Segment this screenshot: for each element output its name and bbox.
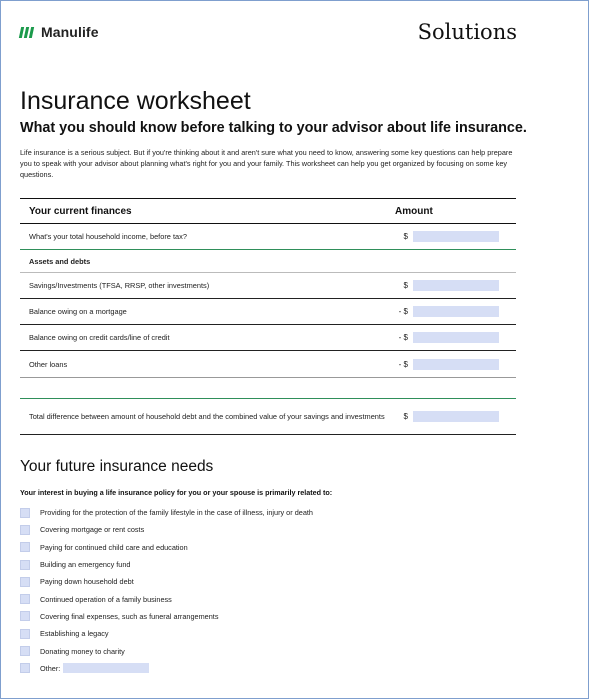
needs-intro: Your interest in buying a life insurance policy for you or your spouse is primarily related to: (20, 488, 333, 497)
brand-name: Manulife (41, 24, 99, 40)
total-difference-input[interactable] (413, 411, 499, 422)
checklist-item (20, 556, 313, 573)
intro-paragraph: Life insurance is a serious subject. But if you're thinking about it and aren't sure what you need to know, answering some key questions can help prepare you to speak with your advisor about planning what's right for you and your family. This worksheet can help you get organized by focusing on some key questions. (20, 148, 513, 180)
checklist-label: Paying for continued child care and education (40, 542, 188, 552)
checklist-label: Building an emergency fund (40, 560, 131, 570)
currency-symbol: $ (403, 232, 408, 241)
checklist-item (20, 504, 313, 521)
table-row-other-loans (20, 351, 516, 378)
manulife-logo (20, 24, 99, 40)
other-input[interactable] (63, 663, 149, 673)
checklist-item (20, 521, 313, 538)
checklist-item (20, 608, 313, 625)
row-label: Balance owing on a mortgage (29, 307, 127, 316)
checklist-item (20, 625, 313, 642)
currency-symbol: - $ (398, 333, 408, 342)
row-label: Other loans (29, 359, 68, 369)
checklist-item (20, 660, 313, 677)
table-row-total-difference (20, 399, 516, 435)
checklist-item (20, 642, 313, 659)
checkbox-legacy[interactable] (20, 629, 30, 639)
page-title: Insurance worksheet (20, 87, 251, 115)
needs-section-title: Your future insurance needs (20, 458, 214, 475)
checkbox-mortgage-rent[interactable] (20, 525, 30, 535)
checkbox-emergency-fund[interactable] (20, 560, 30, 570)
section-label: Solutions (417, 20, 517, 44)
household-income-input[interactable] (413, 231, 499, 242)
checkbox-final-expenses[interactable] (20, 611, 30, 621)
finances-table (20, 198, 516, 435)
table-row-household-income (20, 224, 516, 250)
mortgage-balance-input[interactable] (413, 306, 499, 317)
page-subtitle: What you should know before talking to your advisor about life insurance. (20, 120, 527, 136)
checkbox-charity[interactable] (20, 646, 30, 656)
checklist-label: Establishing a legacy (40, 629, 109, 639)
checklist-item (20, 573, 313, 590)
checkbox-other[interactable] (20, 663, 30, 673)
table-row-credit-cards (20, 325, 516, 351)
checkbox-family-protection[interactable] (20, 508, 30, 518)
checklist-label: Donating money to charity (40, 646, 125, 656)
row-label: Total difference between amount of household debt and the combined value of your savings and investments (29, 412, 385, 421)
currency-symbol: $ (403, 281, 408, 290)
checklist-label: Providing for the protection of the family lifestyle in the case of illness, injury or death (40, 508, 313, 518)
checklist-label: Paying down household debt (40, 577, 134, 587)
finances-table-header (20, 198, 516, 224)
row-label: Balance owing on credit cards/line of credit (29, 333, 170, 342)
row-label: Savings/Investments (TFSA, RRSP, other investments) (29, 281, 210, 290)
amount-header-label: Amount (395, 205, 433, 217)
needs-checklist (20, 504, 313, 677)
table-row-blank (20, 378, 516, 399)
currency-symbol: - $ (398, 307, 408, 316)
checklist-label: Continued operation of a family business (40, 594, 172, 604)
checklist-label: Covering mortgage or rent costs (40, 525, 145, 535)
checklist-item (20, 539, 313, 556)
checkbox-household-debt[interactable] (20, 577, 30, 587)
row-label: What's your total household income, before tax? (29, 232, 187, 241)
checklist-label: Covering final expenses, such as funeral arrangements (40, 611, 219, 621)
manulife-logo-icon (20, 27, 33, 38)
other-loans-input[interactable] (413, 359, 499, 370)
checkbox-family-business[interactable] (20, 594, 30, 604)
table-row-savings (20, 273, 516, 299)
currency-symbol: - $ (398, 359, 408, 369)
checkbox-child-care[interactable] (20, 542, 30, 552)
savings-input[interactable] (413, 280, 499, 291)
checklist-label: Other: (40, 663, 61, 673)
table-row-mortgage (20, 299, 516, 325)
table-row-assets-debts-heading (20, 250, 516, 273)
finances-header-label: Your current finances (29, 205, 132, 217)
section-heading: Assets and debts (29, 256, 91, 266)
credit-card-balance-input[interactable] (413, 332, 499, 343)
checklist-item (20, 590, 313, 607)
currency-symbol: $ (403, 412, 408, 421)
